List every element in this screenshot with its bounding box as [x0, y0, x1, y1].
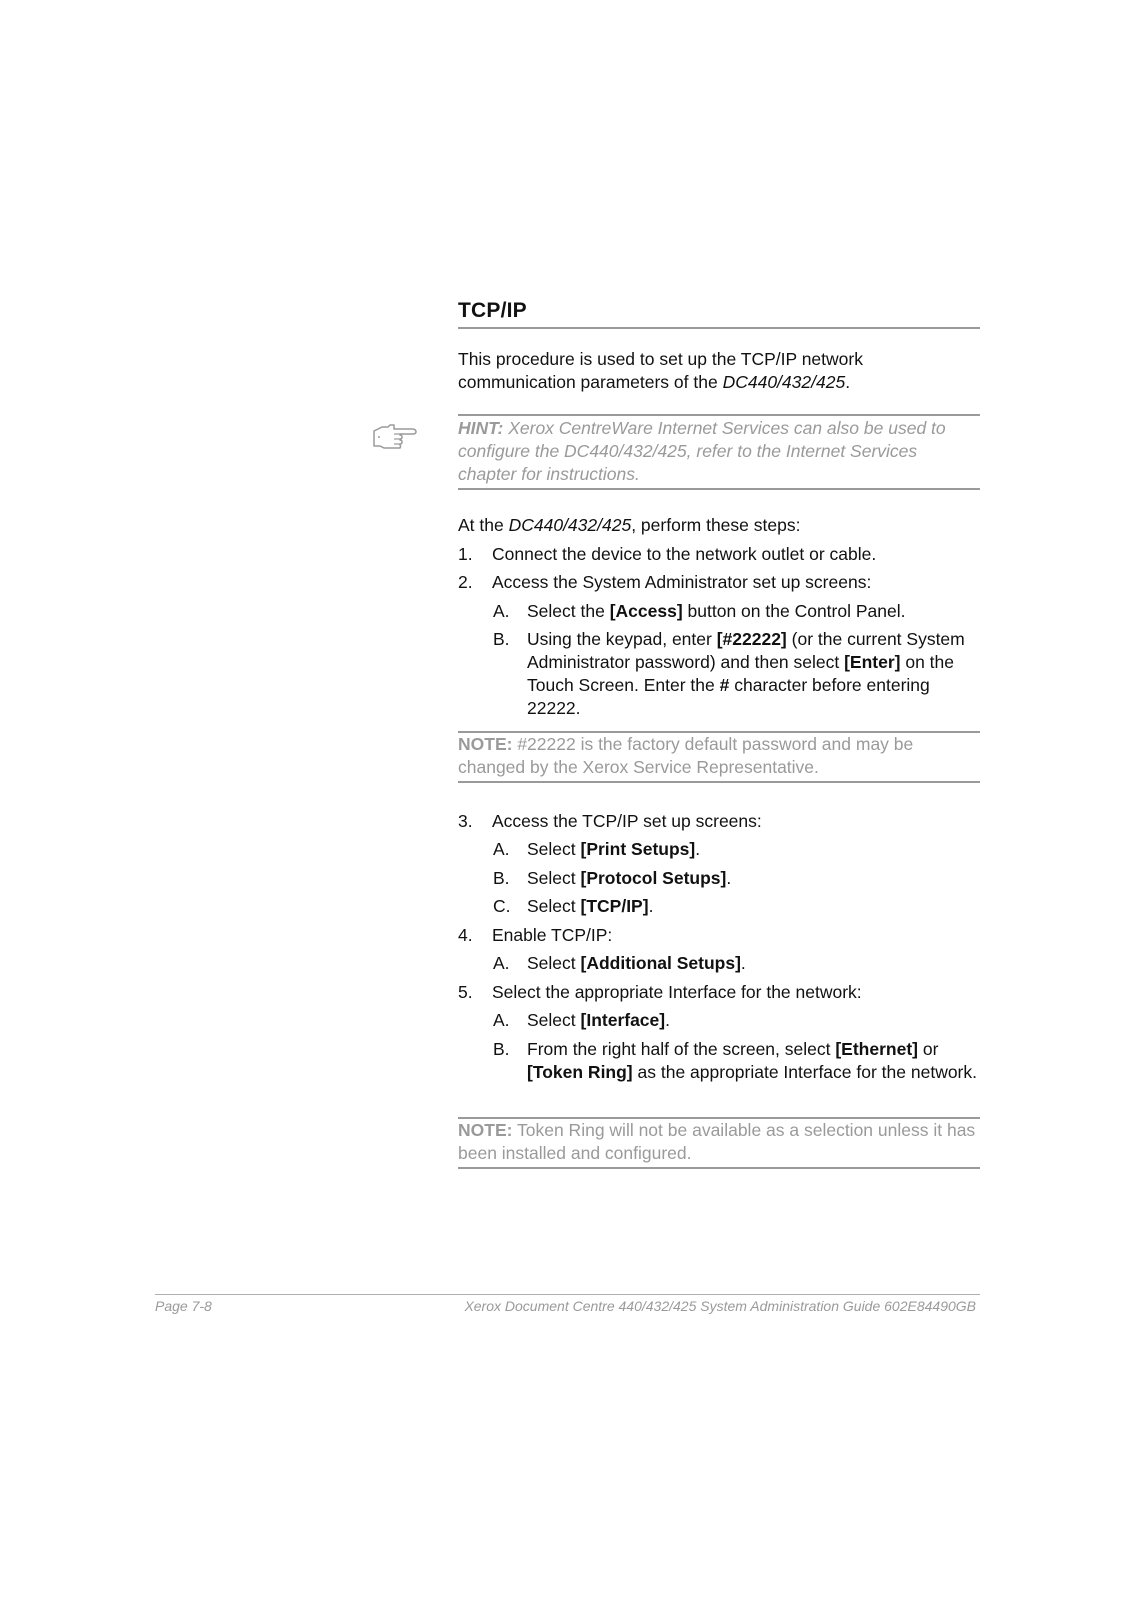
note-label: NOTE: [458, 734, 513, 754]
substep-text: Using the keypad, enter [#22222] (or the current System Administrator password) and then select [Enter] on the Touch Screen. Enter the # character before entering 22222. [527, 629, 965, 718]
note-box [458, 1119, 980, 1165]
steps-intro-suffix: , perform these steps: [631, 515, 801, 535]
steps-intro-prefix: At the [458, 515, 509, 535]
steps-intro-model: DC440/432/425 [508, 515, 632, 535]
substep-letter: B. [493, 629, 510, 649]
hint-box [458, 417, 980, 486]
substep-text: Select [Protocol Setups]. [527, 868, 732, 888]
step-number: 1. [458, 544, 473, 564]
substep-letter: A. [493, 839, 510, 859]
intro-model: DC440/432/425 [722, 372, 846, 392]
substep-text: Select [TCP/IP]. [527, 896, 654, 916]
footer-rule [155, 1294, 980, 1295]
step-text: Enable TCP/IP: [492, 925, 613, 945]
note1-bottom-rule [458, 781, 980, 783]
note-text: Token Ring will not be available as a selection unless it has been installed and configured. [458, 1120, 976, 1163]
substep-text: From the right half of the screen, select [Ethernet] or [Token Ring] as the appropriate Interface for the network. [527, 1039, 978, 1082]
section-title: TCP/IP [458, 299, 527, 322]
substep-letter: A. [493, 1010, 510, 1030]
hint-top-rule [458, 414, 980, 416]
substep-letter: C. [493, 896, 511, 916]
note2-bottom-rule [458, 1167, 980, 1169]
substep-letter: A. [493, 601, 510, 621]
substep-text: Select [Print Setups]. [527, 839, 701, 859]
note-label: NOTE: [458, 1120, 513, 1140]
step-text: Connect the device to the network outlet or cable. [492, 544, 877, 564]
title-rule [458, 327, 980, 329]
intro-text: This procedure is used to set up the TCP/IP network communication parameters of the [458, 349, 863, 392]
step-number: 5. [458, 982, 473, 1002]
footer-guide-title: Xerox Document Centre 440/432/425 System Administration Guide 602E84490GB [464, 1298, 976, 1314]
note-box [458, 733, 980, 779]
step-text: Access the System Administrator set up screens: [492, 572, 872, 592]
intro-end: . [845, 372, 851, 392]
page-number: Page 7-8 [155, 1298, 212, 1314]
hint-bottom-rule [458, 488, 980, 490]
step-text: Select the appropriate Interface for the network: [492, 982, 862, 1002]
hint-label: HINT: [458, 418, 504, 438]
step-text: Access the TCP/IP set up screens: [492, 811, 762, 831]
substep-letter: B. [493, 1039, 510, 1059]
steps-intro [458, 514, 980, 537]
substep-text: Select [Interface]. [527, 1010, 670, 1030]
substep-text: Select the [Access] button on the Control Panel. [527, 601, 906, 621]
substep-text: Select [Additional Setups]. [527, 953, 746, 973]
pointing-hand-icon [372, 421, 420, 451]
step-number: 3. [458, 811, 473, 831]
note-text: #22222 is the factory default password and may be changed by the Xerox Service Representative. [458, 734, 914, 777]
substep-letter: A. [493, 953, 510, 973]
hint-text: Xerox CentreWare Internet Services can also be used to configure the DC440/432/425, refer to the Internet Services chapter for instructions. [458, 418, 946, 484]
intro-paragraph [458, 348, 980, 394]
step-number: 2. [458, 572, 473, 592]
step-number: 4. [458, 925, 473, 945]
substep-letter: B. [493, 868, 510, 888]
